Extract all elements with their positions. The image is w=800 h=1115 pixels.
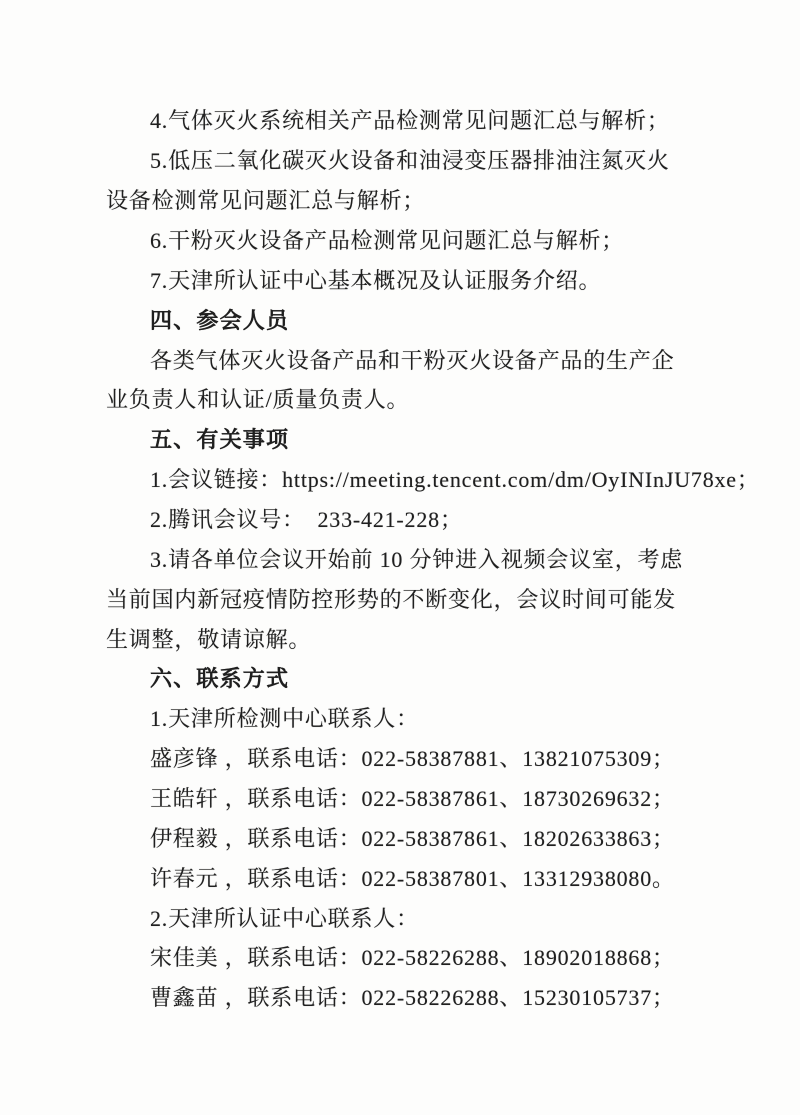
agenda-item-5-continuation: 设备检测常见问题汇总与解析；: [106, 188, 426, 214]
participants-paragraph-continuation: 业负责人和认证/质量负责人。: [106, 387, 410, 413]
contact-yi-chengyi: 伊程毅 ，联系电话：022-58387861、18202633863；: [150, 825, 675, 851]
meeting-link-line: 1.会议链接：https://meeting.tencent.com/dm/OyINInJU78xe；: [150, 467, 760, 493]
contact-cao-xinmiao: 曹鑫苗 ，联系电话：022-58226288、15230105737；: [150, 985, 675, 1011]
section-heading-participants: 四、参会人员: [150, 307, 290, 333]
contact-sheng-yanfeng: 盛彦锋 ，联系电话：022-58387881、13821075309；: [150, 746, 675, 772]
meeting-id-line: 2.腾讯会议号： 233-421-228；: [150, 507, 463, 533]
testing-center-contacts-title: 1.天津所检测中心联系人：: [150, 706, 419, 732]
contact-song-jiamei: 宋佳美 ，联系电话：022-58226288、18902018868；: [150, 945, 675, 971]
agenda-item-6: 6.干粉灭火设备产品检测常见问题汇总与解析；: [150, 228, 625, 253]
note-line-2: 当前国内新冠疫情防控形势的不断变化，会议时间可能发: [106, 586, 677, 612]
note-line-3: 生调整，敬请谅解。: [106, 626, 312, 652]
participants-paragraph: 各类气体灭火设备产品和干粉灭火设备产品的生产企: [150, 347, 675, 373]
section-heading-matters: 五、有关事项: [150, 427, 290, 453]
certification-center-contacts-title: 2.天津所认证中心联系人：: [150, 905, 419, 931]
contact-wang-haoxuan: 王皓轩 ，联系电话：022-58387861、18730269632；: [150, 786, 675, 812]
note-line-1: 3.请各单位会议开始前 10 分钟进入视频会议室，考虑: [150, 546, 684, 572]
section-heading-contacts: 六、联系方式: [150, 666, 290, 692]
agenda-item-4: 4.气体灭火系统相关产品检测常见问题汇总与解析；: [150, 108, 670, 134]
contact-xu-chunyuan: 许春元 ，联系电话：022-58387801、13312938080。: [150, 865, 675, 891]
agenda-item-5: 5.低压二氧化碳灭火设备和油浸变压器排油注氮灭火: [150, 148, 670, 174]
document-body: [106, 100, 760, 1017]
agenda-item-7: 7.天津所认证中心基本概况及认证服务介绍。: [150, 267, 602, 293]
